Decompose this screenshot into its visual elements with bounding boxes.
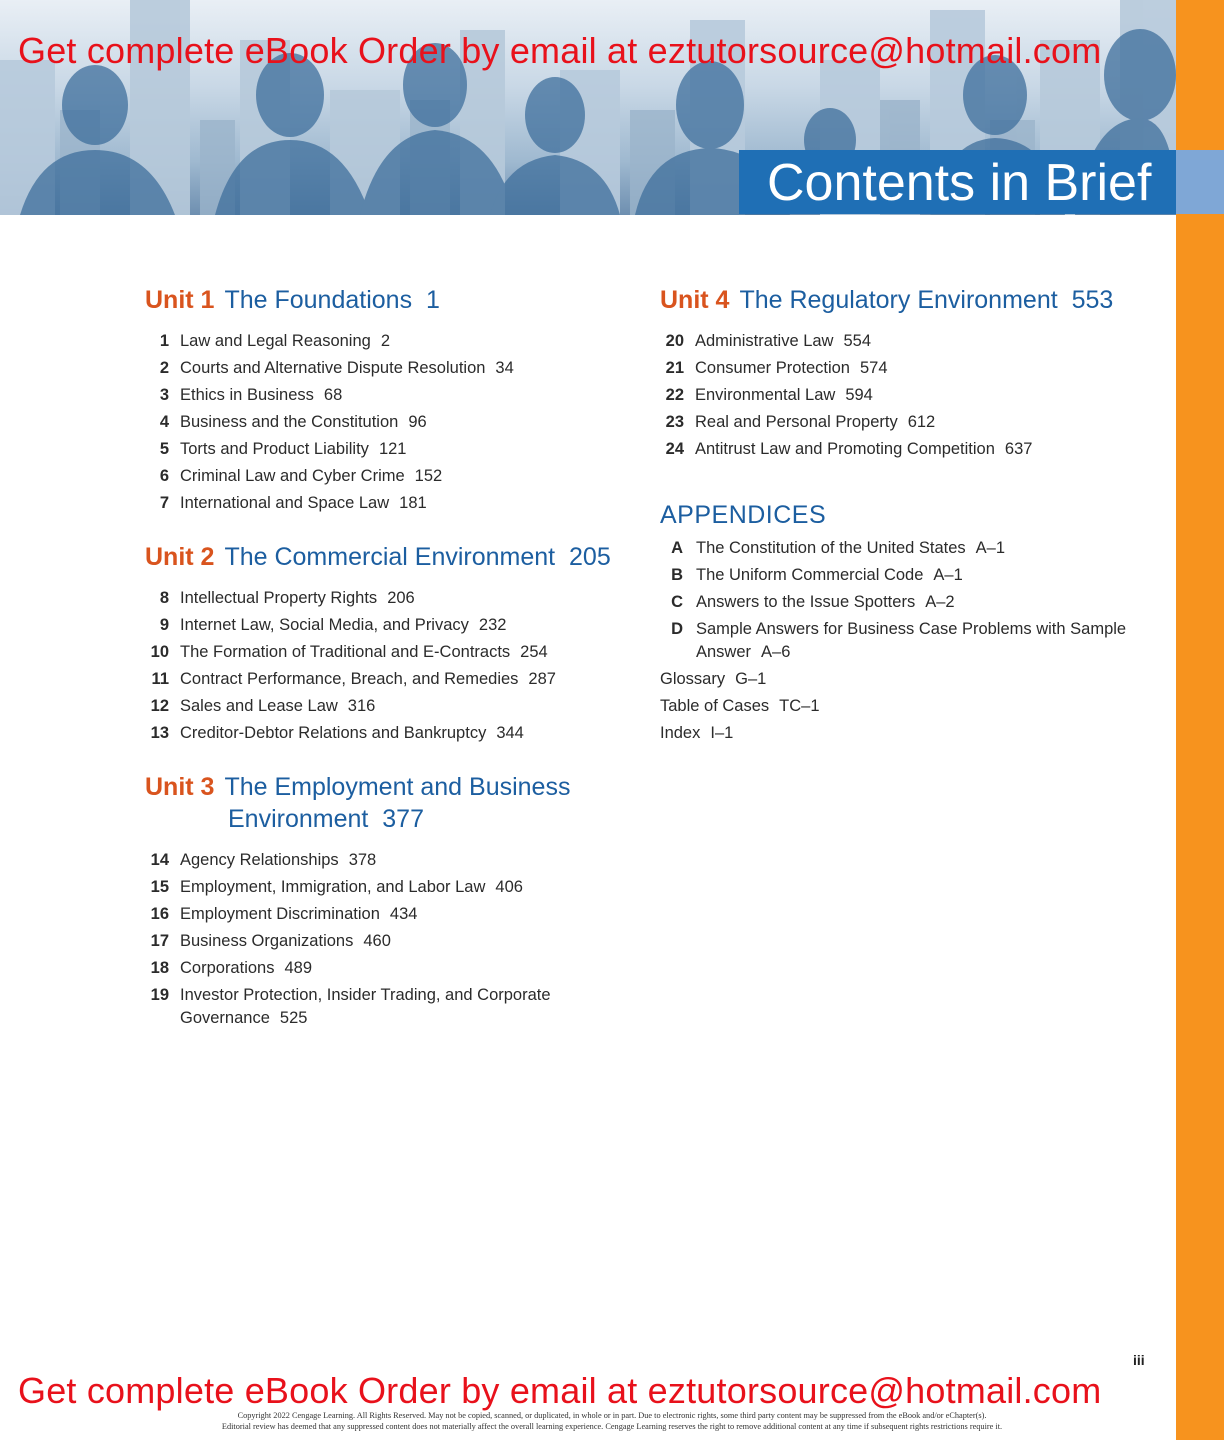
chapter-number: 22 [665,386,684,404]
chapter-item[interactable] [145,849,615,872]
chapter-item[interactable] [145,330,615,353]
chapter-item[interactable] [145,668,615,691]
chapter-item[interactable] [145,641,615,664]
chapter-list [145,849,615,1030]
chapter-title: Creditor-Debtor Relations and Bankruptcy [180,724,487,742]
appendix-page: A–2 [925,593,955,611]
appendix-letter: D [671,620,683,638]
chapter-item[interactable] [145,384,615,407]
chapter-title: Criminal Law and Cyber Crime [180,467,405,485]
back-matter-title: Index [660,724,701,742]
chapter-title: Employment Discrimination [180,905,380,923]
chapter-number: 6 [159,467,169,485]
unit-title: The Commercial Environment [224,543,556,571]
unit-label: Unit 2 [145,543,215,571]
appendices-heading: APPENDICES [660,501,827,529]
chapter-page: 232 [478,616,507,634]
unit-title: The Employment and Business [224,773,571,801]
chapter-title: International and Space Law [180,494,390,512]
chapter-number: 3 [159,386,169,404]
chapter-item[interactable] [145,614,615,637]
unit-1-block [145,284,615,515]
chapter-number: 23 [665,413,684,431]
chapter-number: 18 [150,959,169,977]
chapter-number: 16 [150,905,169,923]
back-matter-page: G–1 [735,670,767,688]
chapter-title: Antitrust Law and Promoting Competition [695,440,995,458]
appendix-page: A–1 [975,539,1006,557]
copyright-line: Copyright 2022 Cengage Learning. All Rights Reserved. May not be copied, scanned, or duplicated, in whole or in part. Due to electronic rights, some third party content may be suppressed from the eBook and/or eChapter(s). [237,1411,987,1420]
unit-2-block [145,541,615,745]
appendix-title: Answers to the Issue Spotters [696,593,916,611]
chapter-page: 612 [907,413,936,431]
chapter-page: 152 [414,467,443,485]
unit-title-continued: Environment [228,805,369,833]
appendix-page: A–1 [933,566,963,584]
chapter-list [145,587,615,745]
chapter-item[interactable] [660,330,1160,353]
contents-left-column [145,284,615,1056]
orange-side-bar [1176,0,1224,1440]
chapter-page: 68 [323,386,343,404]
unit-3-block [145,771,615,1030]
unit-page: 1 [425,286,440,314]
chapter-number: 2 [159,359,169,377]
chapter-title: Business and the Constitution [180,413,399,431]
chapter-number: 1 [159,332,169,350]
chapter-item[interactable] [145,587,615,610]
unit-label: Unit 3 [145,773,215,801]
chapter-page: 406 [495,878,523,896]
chapter-item[interactable] [145,411,615,434]
appendix-letter: C [671,593,683,611]
back-matter-list [660,668,1160,745]
chapter-title: Internet Law, Social Media, and Privacy [180,616,469,634]
chapter-page: 378 [348,851,377,869]
chapter-page: 2 [380,332,391,350]
chapter-page: 181 [399,494,427,512]
promo-banner-top[interactable]: Get complete eBook Order by email at eztutorsource@hotmail.com [18,30,1102,71]
chapter-item[interactable] [660,411,1160,434]
chapter-title: Sales and Lease Law [180,697,338,715]
promo-banner-bottom[interactable]: Get complete eBook Order by email at eztutorsource@hotmail.com [18,1370,1102,1411]
appendix-item[interactable] [660,618,1160,664]
appendix-list [660,537,1160,664]
back-matter-title: Table of Cases [660,697,770,715]
chapter-title: Employment, Immigration, and Labor Law [180,878,486,896]
chapter-item[interactable] [145,357,615,380]
chapter-page: 525 [279,1009,308,1027]
chapter-title: Consumer Protection [695,359,850,377]
chapter-title: Investor Protection, Insider Trading, and Corporate Governance [180,986,551,1027]
chapter-title: Courts and Alternative Dispute Resolution [180,359,486,377]
chapter-item[interactable] [145,465,615,488]
unit-page: 553 [1071,286,1114,314]
chapter-page: 434 [389,905,418,923]
unit-4-block [660,284,1160,461]
chapter-page: 96 [408,413,427,431]
chapter-page: 316 [347,697,376,715]
copyright-notice [0,1410,1224,1432]
chapter-title: Corporations [180,959,275,977]
appendix-title: The Uniform Commercial Code [696,566,924,584]
chapter-title: Real and Personal Property [695,413,898,431]
chapter-title: Business Organizations [180,932,354,950]
chapter-number: 10 [150,643,169,661]
chapter-page: 554 [843,332,872,350]
unit-label: Unit 1 [145,286,215,314]
chapter-number: 14 [150,851,169,869]
chapter-number: 4 [159,413,169,431]
appendix-title: The Constitution of the United States [696,539,966,557]
chapter-title: Agency Relationships [180,851,339,869]
chapter-number: 13 [150,724,169,742]
chapter-title: The Formation of Traditional and E-Contracts [180,643,511,661]
chapter-item[interactable] [145,984,615,1030]
chapter-number: 17 [150,932,169,950]
chapter-list [660,330,1160,461]
unit-title: The Foundations [224,286,413,314]
unit-label: Unit 4 [660,286,730,314]
chapter-page: 254 [520,643,548,661]
chapter-page: 34 [495,359,514,377]
chapter-page: 489 [284,959,312,977]
chapter-number: 11 [151,670,169,688]
chapter-page: 637 [1004,440,1033,458]
chapter-number: 15 [150,878,169,896]
appendix-item[interactable] [660,537,1160,560]
chapter-item[interactable] [660,357,1160,380]
appendix-letter: B [671,566,683,584]
appendix-page: A–6 [761,643,791,661]
unit-heading[interactable] [145,771,615,835]
chapter-item[interactable] [660,384,1160,407]
page-title: Contents in Brief [739,150,1176,214]
chapter-item[interactable] [145,695,615,718]
chapter-item[interactable] [145,438,615,461]
chapter-page: 287 [528,670,556,688]
chapter-item[interactable] [145,903,615,926]
chapter-title: Ethics in Business [180,386,314,404]
back-matter-item[interactable] [660,695,1160,718]
chapter-title: Contract Performance, Breach, and Remedies [180,670,519,688]
chapter-item[interactable] [145,492,615,515]
chapter-title: Law and Legal Reasoning [180,332,371,350]
chapter-number: 8 [159,589,169,607]
contents-right-column [660,284,1160,749]
unit-heading[interactable] [145,541,615,573]
chapter-number: 21 [665,359,684,377]
chapter-item[interactable] [145,957,615,980]
chapter-page: 594 [845,386,873,404]
chapter-page: 206 [387,589,415,607]
chapter-number: 19 [150,986,169,1004]
chapter-page: 344 [496,724,524,742]
chapter-list [145,330,615,515]
chapter-item[interactable] [660,438,1160,461]
chapter-title: Environmental Law [695,386,836,404]
unit-page: 377 [382,805,424,833]
copyright-line: Editorial review has deemed that any suppressed content does not materially affect the overall learning experience. Cengage Learning reserves the right to remove additional content at any time if subsequent rights restrictions require it. [221,1422,1003,1431]
chapter-number: 7 [159,494,169,512]
chapter-page: 121 [378,440,407,458]
back-matter-page: I–1 [710,724,734,742]
chapter-page: 574 [860,359,888,377]
appendix-title: Sample Answers for Business Case Problems with Sample Answer [696,620,1127,661]
page-number: iii [1133,1352,1145,1368]
unit-heading[interactable] [660,284,1160,316]
chapter-number: 24 [665,440,684,458]
chapter-item[interactable] [145,722,615,745]
unit-heading[interactable] [145,284,615,316]
appendix-item[interactable] [660,591,1160,614]
unit-title: The Regulatory Environment [739,286,1058,314]
chapter-item[interactable] [145,876,615,899]
chapter-number: 9 [159,616,169,634]
back-matter-page: TC–1 [779,697,820,715]
back-matter-item[interactable] [660,722,1160,745]
chapter-number: 20 [665,332,684,350]
chapter-title: Torts and Product Liability [180,440,369,458]
appendix-letter: A [671,539,683,557]
chapter-number: 12 [150,697,169,715]
chapter-title: Intellectual Property Rights [180,589,378,607]
unit-page: 205 [569,543,611,571]
chapter-title: Administrative Law [695,332,834,350]
back-matter-title: Glossary [660,670,726,688]
title-accent-block [1176,150,1224,214]
back-matter-item[interactable] [660,668,1160,691]
chapter-number: 5 [159,440,169,458]
chapter-page: 460 [363,932,391,950]
chapter-item[interactable] [145,930,615,953]
appendix-item[interactable] [660,564,1160,587]
